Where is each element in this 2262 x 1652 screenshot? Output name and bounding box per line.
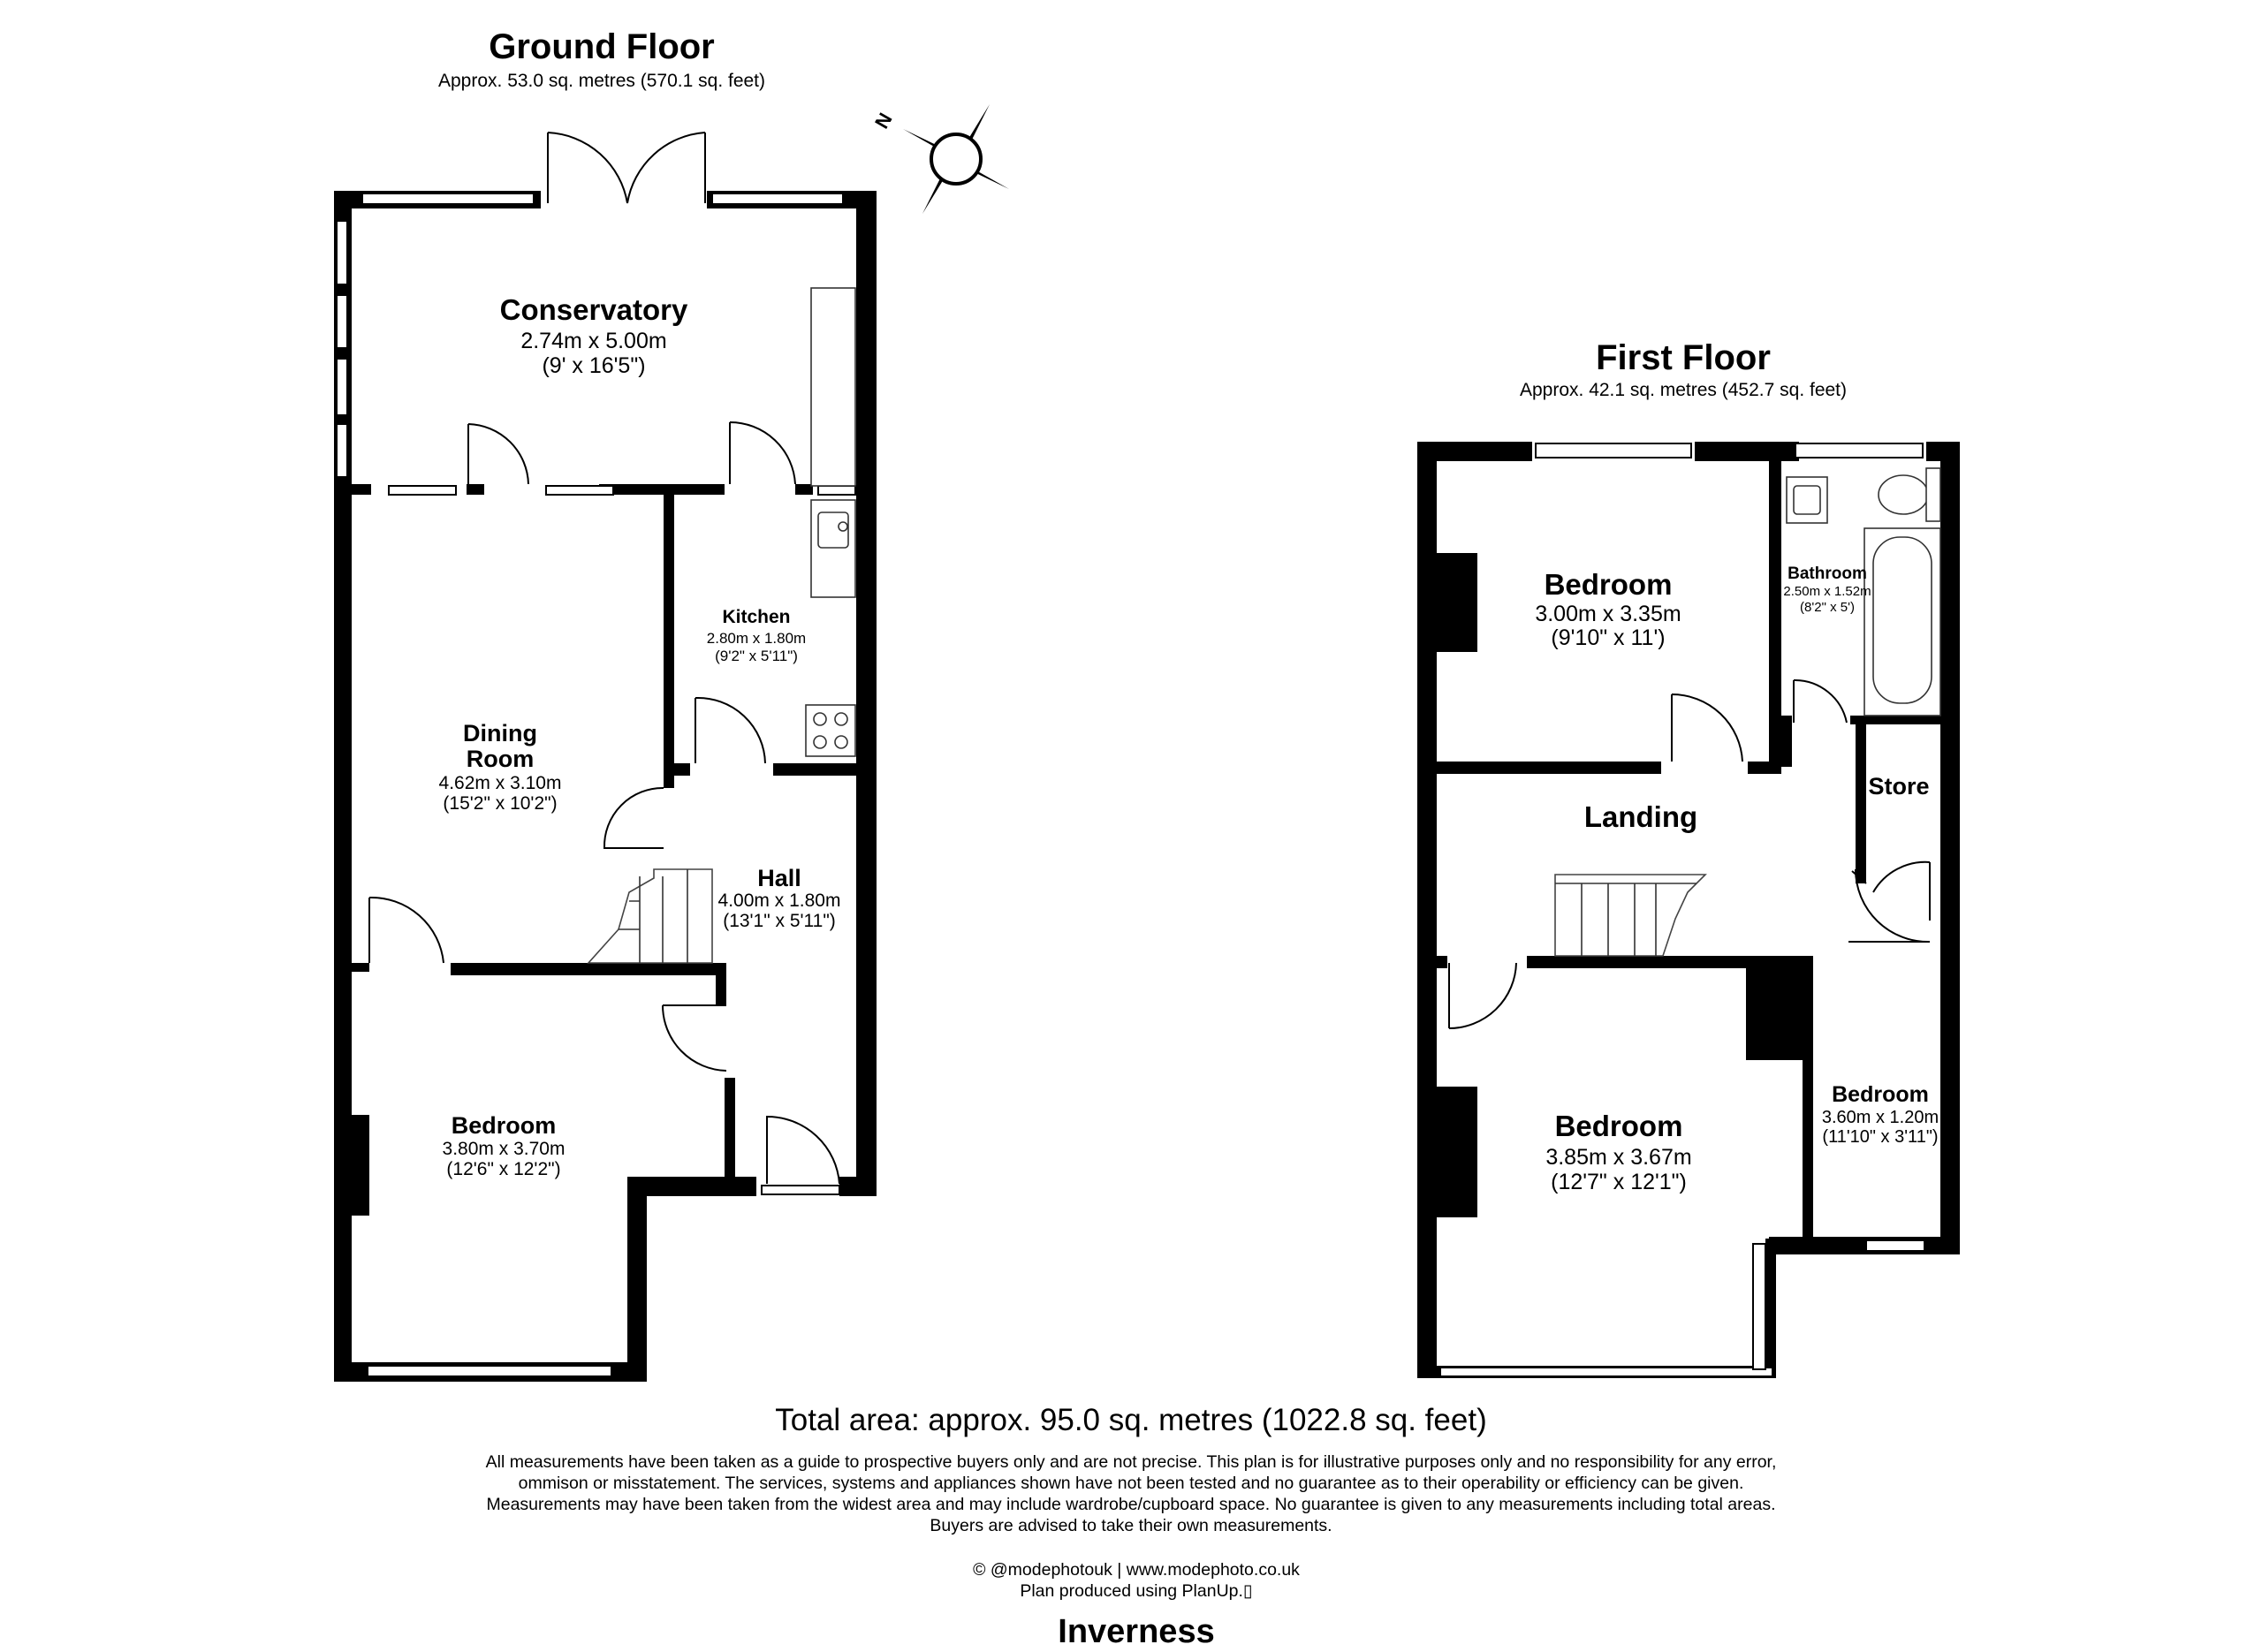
window <box>1536 443 1691 458</box>
wall <box>716 963 726 1005</box>
front-door <box>767 1117 839 1184</box>
window <box>546 486 613 495</box>
wall <box>451 963 726 975</box>
room-dimensions-imperial: (13'1" x 5'11") <box>723 911 836 931</box>
room-dimensions-metric: 2.74m x 5.00m <box>520 329 667 353</box>
door <box>1449 963 1516 1028</box>
wall <box>1695 442 1799 461</box>
door <box>663 1005 726 1071</box>
window <box>337 221 347 284</box>
room-dimensions-metric: 2.50m x 1.52m <box>1783 584 1871 599</box>
wall <box>1417 442 1532 461</box>
total-area: Total area: approx. 95.0 sq. metres (1022.8 sq. feet) <box>775 1403 1487 1437</box>
room-dimensions-metric: 4.00m x 1.80m <box>717 890 841 911</box>
chimney-breast <box>1437 1087 1477 1217</box>
cistern <box>1926 468 1940 521</box>
wall <box>664 763 690 776</box>
toilet-icon <box>1879 475 1928 514</box>
room-name-landing: Landing <box>1583 800 1698 833</box>
room-dimensions-metric: 3.85m x 3.67m <box>1545 1145 1692 1170</box>
room-name-hall: Hall <box>757 865 801 891</box>
wall <box>352 484 371 495</box>
window <box>712 193 843 204</box>
basin <box>1787 477 1827 523</box>
stairs <box>1555 875 1705 956</box>
disclaimer-line: All measurements have been taken as a guide to prospective buyers only and are not precise. This plan is for illustrative purposes only and no responsibility for any error, <box>485 1452 1777 1472</box>
hob-icon <box>806 705 855 756</box>
window <box>389 486 456 495</box>
wall <box>856 191 877 1196</box>
room-name-bathroom: Bathroom <box>1788 565 1867 583</box>
window <box>818 486 855 495</box>
wall <box>1765 1239 1776 1378</box>
wall <box>1437 762 1661 774</box>
window <box>1866 1240 1924 1251</box>
wall <box>1803 963 1813 1249</box>
room-dimensions-imperial: (11'10" x 3'11") <box>1822 1127 1939 1147</box>
room-dimensions-imperial: (15'2" x 10'2") <box>443 793 558 814</box>
wall <box>664 495 674 776</box>
window <box>762 1186 839 1194</box>
wall <box>1781 716 1792 767</box>
door <box>369 898 444 963</box>
ground-floor-area: Approx. 53.0 sq. metres (570.1 sq. feet) <box>437 71 766 91</box>
room-dimensions-imperial: (9'2" x 5'11") <box>715 648 798 664</box>
room-name-bedroom: Bedroom <box>1832 1082 1929 1107</box>
room-name-dining: Dining <box>463 720 537 746</box>
door <box>468 424 528 484</box>
ground-floor-title: Ground Floor <box>489 27 715 66</box>
compass-north-label: N <box>870 109 897 133</box>
wall <box>1769 1237 1958 1254</box>
window <box>368 1366 611 1376</box>
window <box>1440 1368 1772 1376</box>
door <box>1672 694 1742 762</box>
room-name-dining: Room <box>466 746 535 772</box>
wall <box>773 763 856 776</box>
room-dimensions-imperial: (12'7" x 12'1") <box>1551 1170 1687 1194</box>
wall <box>1748 762 1781 774</box>
door <box>730 422 795 484</box>
wall <box>1527 956 1792 968</box>
room-dimensions-imperial: (9'10" x 11') <box>1551 625 1666 650</box>
credit-line: Plan produced using PlanUp.▯ <box>1020 1581 1253 1601</box>
window <box>337 359 347 415</box>
disclaimer-line: Buyers are advised to take their own measurements. <box>930 1516 1332 1535</box>
window <box>337 295 347 348</box>
window <box>1753 1244 1765 1369</box>
french-door <box>548 133 705 203</box>
counter <box>811 288 855 486</box>
wall <box>1437 956 1447 968</box>
room-name-store: Store <box>1868 773 1930 799</box>
room-name-bedroom: Bedroom <box>1544 568 1673 601</box>
room-dimensions-metric: 3.00m x 3.35m <box>1535 602 1681 626</box>
disclaimer-line: ommison or misstatement. The services, systems and appliances shown have not been tested and no guarantee as to their operability or efficiency can be given. <box>518 1474 1744 1493</box>
door <box>604 788 664 848</box>
room-name-bedroom: Bedroom <box>1554 1110 1683 1142</box>
room-name-conservatory: Conservatory <box>499 293 688 326</box>
wall <box>1417 442 1437 1378</box>
compass-icon <box>903 104 1009 214</box>
wall <box>664 776 674 788</box>
first-floor-area: Approx. 42.1 sq. metres (452.7 sq. feet) <box>1519 380 1848 400</box>
wall <box>352 963 369 972</box>
door <box>695 698 765 763</box>
wall <box>1769 459 1781 767</box>
chimney-breast <box>1437 553 1477 652</box>
wall <box>725 1078 735 1196</box>
wall <box>467 484 484 495</box>
window <box>1795 443 1923 458</box>
room-dimensions-metric: 3.60m x 1.20m <box>1821 1108 1939 1127</box>
room-dimensions-metric: 2.80m x 1.80m <box>706 630 807 647</box>
room-dimensions-imperial: (12'6" x 12'2") <box>446 1159 561 1179</box>
wall <box>839 1177 877 1196</box>
chimney-breast <box>352 1115 369 1216</box>
wall <box>599 484 725 495</box>
wall <box>627 1177 647 1382</box>
first-floor-plan <box>1417 442 1960 1378</box>
wall <box>627 1177 756 1196</box>
room-dimensions-imperial: (9' x 16'5") <box>542 353 646 378</box>
credit-line: © @modephotouk | www.modephoto.co.uk <box>973 1560 1300 1580</box>
disclaimer-line: Measurements may have been taken from the widest area and may include wardrobe/cupboard space. No guarantee is given to any measurements including total areas. <box>486 1495 1776 1514</box>
window <box>362 193 534 204</box>
first-floor-title: First Floor <box>1596 338 1771 377</box>
room-name-bedroom: Bedroom <box>451 1112 557 1139</box>
wall <box>1856 723 1866 883</box>
door <box>1873 862 1930 921</box>
wall <box>1767 956 1813 968</box>
wall <box>1940 442 1960 1254</box>
stairs <box>588 869 712 963</box>
wall <box>795 484 813 495</box>
room-dimensions-metric: 3.80m x 3.70m <box>442 1139 566 1159</box>
door <box>1794 680 1847 723</box>
room-dimensions-imperial: (8'2" x 5') <box>1800 600 1855 615</box>
property-name: Inverness <box>1058 1613 1215 1650</box>
room-name-kitchen: Kitchen <box>722 607 791 627</box>
room-dimensions-metric: 4.62m x 3.10m <box>438 773 562 793</box>
window <box>337 424 347 477</box>
